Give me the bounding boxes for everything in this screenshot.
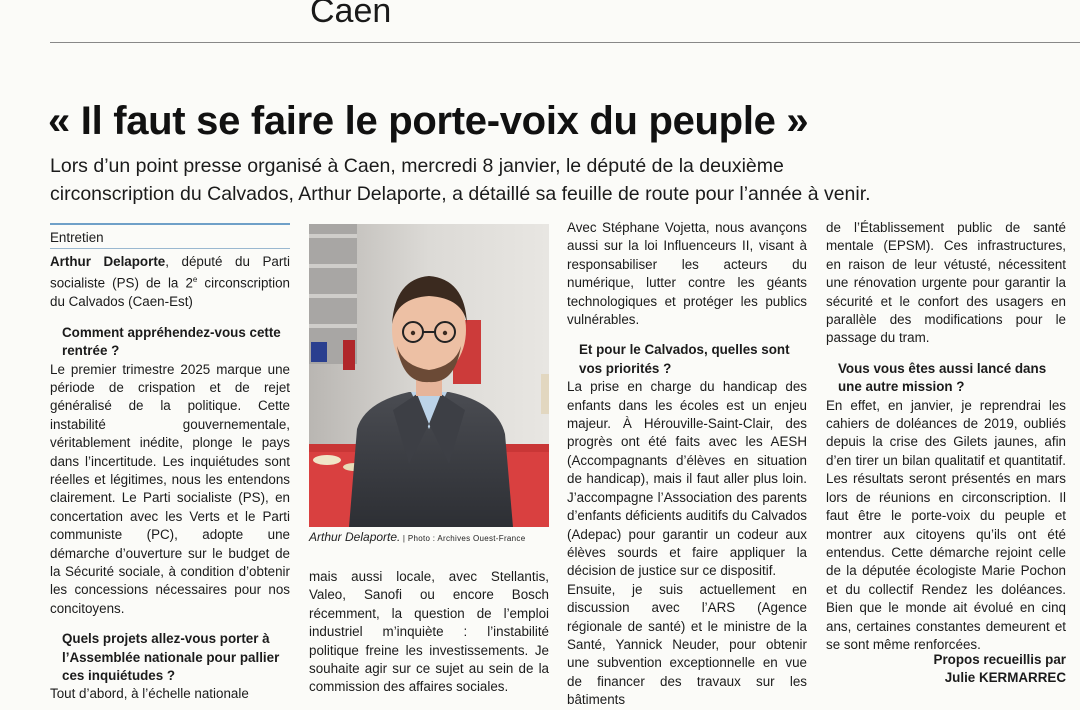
question: Comment appréhendez-vous cette rentrée ?: [62, 324, 281, 359]
rubric-bar: [50, 223, 290, 225]
top-rule: [50, 42, 1080, 43]
answer-paragraph: La prise en charge du handicap des enfants dans les écoles est un enjeu majeur. À Hérouville-Saint-Clair, des progrès ont été faits avec les AESH (Accompagnants d’élèves en situation de handicap), mais il faut aller plus loin. J’accompagne l’Association des parents d’enfants déficients auditifs du Calvados (Adepac) pour garantir un codeur aux élèves sourds et faire appliquer la décision de justice sur ce dispositif.: [567, 379, 807, 579]
column-1: [50, 253, 290, 704]
answer-paragraph: de l’Établissement public de santé mentale (EPSM). Ces infrastructures, en raison de leur vétusté, nécessitent une rénovation urgente pour garantir la sécurité et le confort des usagers en parallèle des modifications pour le passage du tram.: [826, 220, 1066, 346]
caption-name: Arthur Delaporte.: [309, 530, 401, 544]
lead-paragraph: [50, 152, 1060, 208]
lead-line: circonscription du Calvados, Arthur Delaporte, a détaillé sa feuille de route pour l’année à venir.: [50, 183, 871, 205]
rubric-divider: [50, 248, 290, 249]
question: Quels projets allez-vous porter à l’Assemblée nationale pour pallier ces inquiétudes ?: [62, 631, 280, 683]
author-name: Julie KERMARREC: [944, 670, 1066, 685]
section-name: Caen: [310, 0, 392, 30]
column-3: [567, 219, 807, 710]
signoff: [826, 651, 1066, 687]
lead-line: Lors d’un point presse organisé à Caen, mercredi 8 janvier, le député de la deuxième: [50, 155, 784, 177]
answer-paragraph: Tout d’abord, à l’échelle nationale: [50, 686, 249, 702]
portrait-photo: [309, 224, 549, 527]
answer-paragraph: Avec Stéphane Vojetta, nous avançons aussi sur la loi Influenceurs II, visant à responsabiliser les acteurs du numérique, lutter contre les géants technologiques et protéger les publics vulnérables.: [567, 220, 807, 328]
headline: « Il faut se faire le porte-voix du peuple »: [48, 99, 809, 143]
intro-paragraph: Arthur Delaporte, député du Parti socialiste (PS) de la 2e circonscription du Calvados (Caen-Est): [50, 254, 290, 310]
answer-paragraph: Ensuite, je suis actuellement en discussion avec l’ARS (Agence régionale de santé) et le ministre de la Santé, Yannick Neuder, pour obtenir une subvention exceptionnelle en vue de financer des travaux sur les bâtiments: [567, 581, 807, 708]
photo-caption: [309, 530, 525, 544]
answer-paragraph: Le premier trimestre 2025 marque une période de crispation et de rejet généralisé de la politique. Cette instabilité gouvernementale, véritablement inédite, plonge le pays dans l’incertitude. Les inquiétudes sont réelles et légitimes, nous les entendons clairement. Le Parti socialiste (PS), en concertation avec les Verts et le Parti communiste (PC), adopte une démarche d’ouverture sur le budget de la Sécurité sociale, à condition d’obtenir les concessions nécessaires pour nos concitoyens.: [50, 361, 290, 616]
answer-paragraph: En effet, en janvier, je reprendrai les cahiers de doléances de 2019, oubliés depuis la crise des Gilets jaunes, afin d’en tirer un bilan qualitatif et quantitatif. Les résultats seront présentés en mars lors de réunions en circonscription. Il faut être le porte-voix du peuple et montrer aux citoyens qu’ils ont été entendus. Cette démarche rejoint celle de la députée écologiste Marie Pochon et du collectif Rendez les doléances. Bien que le monde ait évolué en cinq ans, certaines constantes demeurent et se sont même renforcées.: [826, 397, 1066, 652]
signoff-line: Propos recueillis par: [933, 652, 1066, 667]
photo-credit: | Photo : Archives Ouest-France: [400, 534, 526, 543]
question: Et pour le Calvados, quelles sont vos priorités ?: [579, 342, 790, 376]
rubric-label: Entretien: [50, 230, 104, 245]
column-2: [309, 568, 549, 697]
interviewee-name: Arthur Delaporte: [50, 254, 166, 269]
column-4: [826, 219, 1066, 654]
answer-paragraph: mais aussi locale, avec Stellantis, Valeo, Sanofi ou encore Bosch récemment, la question de l’emploi industriel m’inquiète : l’instabilité politique freine les investissements. Je souhaite agir sur ce sujet au sein de la commission des affaires sociales.: [309, 569, 549, 695]
question: Vous vous êtes aussi lancé dans une autre mission ?: [838, 360, 1047, 395]
